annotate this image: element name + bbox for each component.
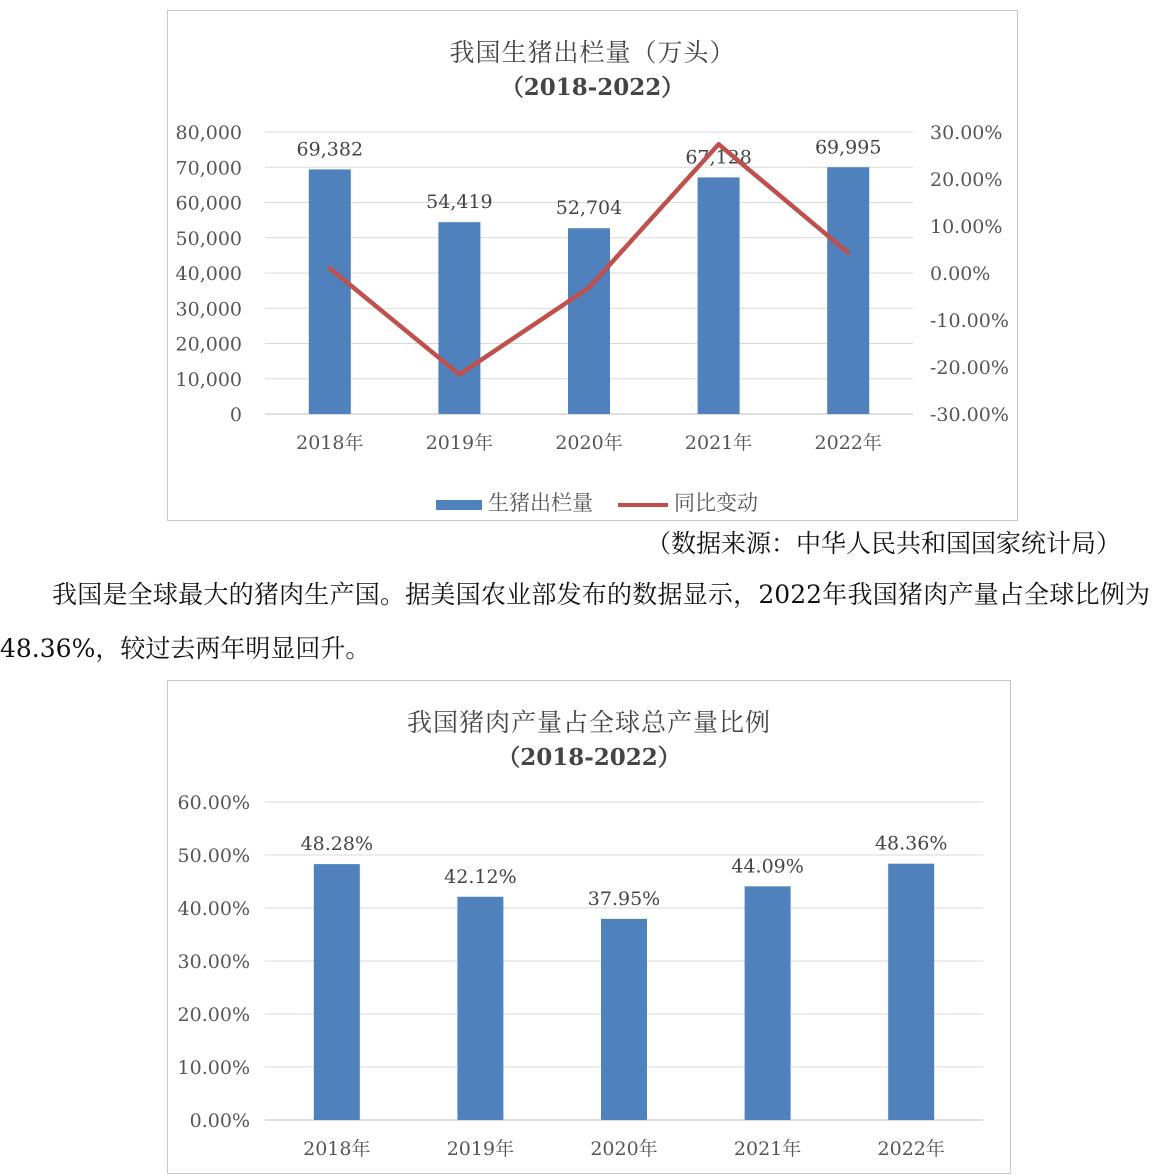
x-tick-label: 2018年: [296, 432, 364, 454]
legend-line-label: 同比变动: [674, 491, 758, 515]
pig-slaughter-chart: [167, 10, 1018, 521]
y2-tick-label: 10.00%: [930, 216, 1003, 238]
y-tick-label: 70,000: [175, 157, 242, 180]
bar-data-label: 48.28%: [300, 833, 374, 856]
x-tick-label: 2020年: [590, 1138, 658, 1160]
y2-tick-label: 30.00%: [930, 122, 1003, 144]
x-tick-label: 2021年: [684, 432, 753, 454]
chart1-subtitle: （2018-2022）: [500, 74, 685, 101]
bar: [457, 897, 503, 1120]
line-point: [846, 251, 850, 255]
bar: [601, 919, 647, 1120]
x-tick-label: 2018年: [303, 1138, 371, 1160]
y-tick-label: 50.00%: [177, 845, 250, 867]
bar-data-label: 42.12%: [444, 865, 517, 888]
y-tick-label: 30,000: [175, 298, 242, 321]
line-point: [457, 373, 461, 377]
y2-tick-label: 20.00%: [930, 169, 1003, 191]
bar-data-label: 69,995: [814, 136, 882, 159]
bar: [745, 886, 791, 1120]
y-tick-label: 60.00%: [177, 792, 250, 814]
y-tick-label: 20.00%: [177, 1004, 250, 1026]
bar: [438, 222, 480, 414]
bar-data-label: 52,704: [555, 197, 623, 220]
bar: [568, 228, 610, 414]
legend-bar-swatch: [436, 500, 482, 510]
y-tick-label: 10.00%: [177, 1057, 250, 1079]
bar-data-label: 69,382: [296, 138, 364, 161]
chart2-title: 我国猪肉产量占全球总产量比例: [406, 708, 771, 737]
y-tick-label: 40.00%: [177, 898, 250, 920]
y-tick-label: 0: [229, 404, 242, 426]
bar-data-label: 54,419: [426, 191, 493, 214]
chart2-subtitle: （2018-2022）: [497, 744, 681, 771]
bar: [888, 864, 934, 1120]
bar: [309, 169, 351, 414]
bar: [827, 167, 869, 414]
y2-tick-label: 0.00%: [930, 263, 991, 285]
line-point: [587, 286, 591, 290]
x-tick-label: 2022年: [877, 1138, 945, 1160]
y-tick-label: 40,000: [175, 263, 242, 285]
y-tick-label: 30.00%: [177, 951, 250, 973]
y-tick-label: 60,000: [175, 192, 242, 215]
body-paragraph: 我国是全球最大的猪肉生产国。据美国农业部发布的数据显示，2022年我国猪肉产量占全球比例为48.36%，较过去两年明显回升。: [0, 580, 1150, 663]
y-tick-label: 10,000: [175, 368, 242, 391]
chart2-plot: [168, 681, 1010, 1173]
chart1-plot: [168, 11, 1017, 520]
y-tick-label: 50,000: [175, 227, 242, 250]
bar: [698, 177, 740, 414]
bar-data-label: 44.09%: [731, 855, 804, 878]
bar-data-label: 37.95%: [587, 887, 661, 910]
source-note: （数据来源：中华人民共和国国家统计局）: [645, 529, 1121, 558]
legend-line-swatch: [618, 503, 668, 507]
bar-data-label: 48.36%: [874, 832, 948, 855]
x-tick-label: 2020年: [555, 432, 623, 454]
legend-bar-label: 生猪出栏量: [488, 491, 593, 515]
line-point: [717, 142, 721, 146]
y-tick-label: 0.00%: [189, 1110, 250, 1132]
legend-item-bar: [436, 487, 593, 517]
line-point: [328, 266, 332, 270]
bar: [314, 864, 360, 1120]
x-tick-label: 2021年: [733, 1138, 802, 1160]
x-tick-label: 2019年: [425, 432, 494, 454]
y2-tick-label: -30.00%: [930, 404, 1009, 426]
y2-tick-label: -20.00%: [930, 357, 1009, 379]
pork-share-chart: [167, 680, 1011, 1174]
y2-tick-label: -10.00%: [930, 310, 1009, 332]
chart1-title: 我国生猪出栏量（万头）: [449, 38, 736, 67]
x-tick-label: 2019年: [446, 1138, 515, 1160]
legend-item-line: [618, 487, 758, 517]
x-tick-label: 2022年: [814, 432, 882, 454]
y-tick-label: 20,000: [175, 333, 242, 356]
bar-data-label: 67,128: [685, 146, 752, 169]
y-tick-label: 80,000: [175, 122, 242, 144]
